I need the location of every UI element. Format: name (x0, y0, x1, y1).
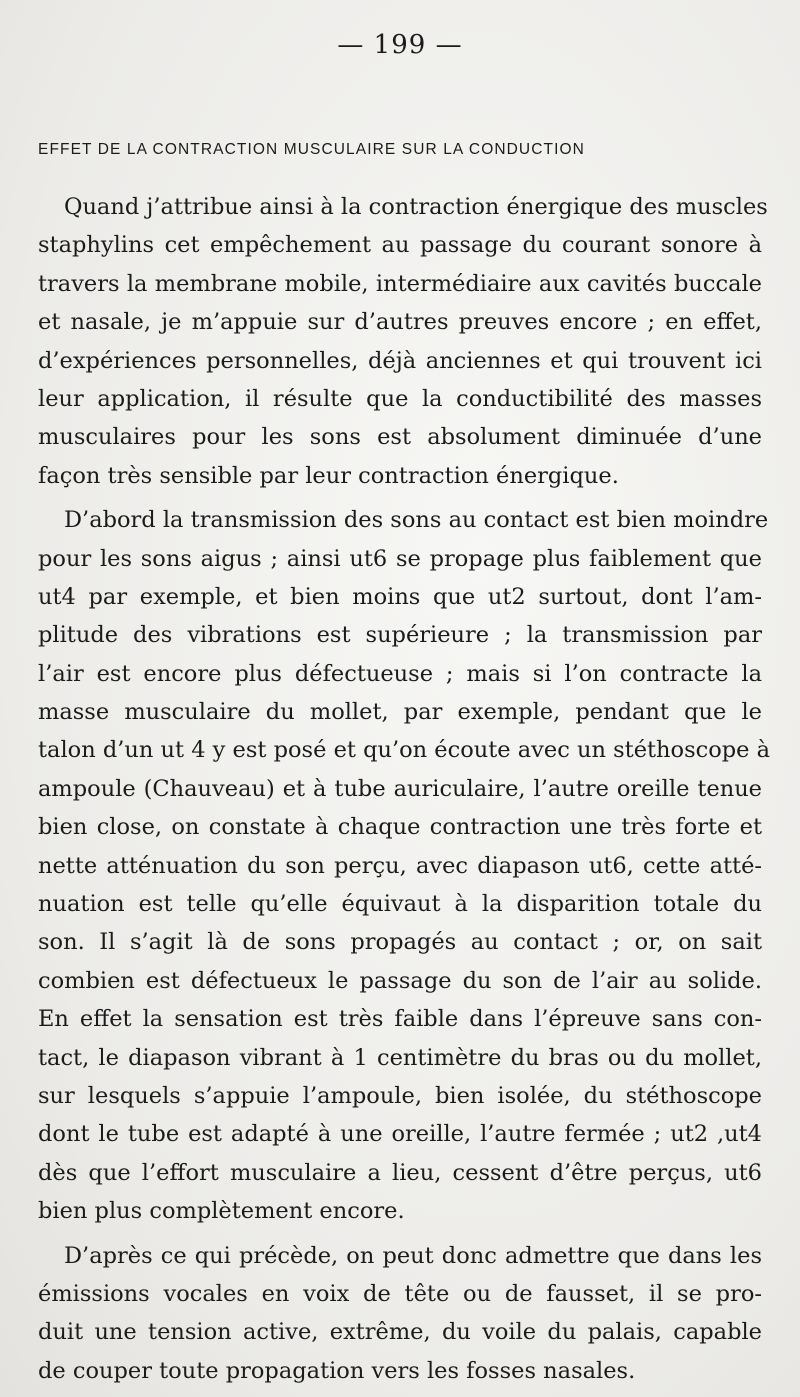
text-line: masse musculaire du mollet, par exemple, pendant que le (38, 699, 762, 726)
text-line: tact, le diapason vibrant à 1 centimètre du bras ou du mollet, (38, 1044, 762, 1071)
text-line: D’abord la transmission des sons au contact est bien moindre (64, 507, 769, 534)
text-line: émissions vocales en voix de tête ou de fausset, il se pro- (38, 1280, 762, 1307)
text-line: d’expériences personnelles, déjà anciennes et qui trouvent ici (38, 347, 762, 374)
text-line: et nasale, je m’appuie sur d’autres preuves encore ; en effet, (38, 309, 762, 336)
text-line: l’air est encore plus défectueuse ; mais si l’on contracte la (38, 660, 762, 687)
text-line: plitude des vibrations est supérieure ; la transmission par (38, 622, 762, 649)
paragraph-3 (38, 1237, 762, 1391)
text-line: nette atténuation du son perçu, avec diapason ut6, cette atté- (38, 852, 762, 879)
page-number: — 199 — (337, 30, 463, 60)
text-line: En effet la sensation est très faible dans l’épreuve sans con- (38, 1006, 762, 1033)
text-line: pour les sons aigus ; ainsi ut6 se propage plus faiblement que (38, 545, 762, 572)
text-line: travers la membrane mobile, intermédiaire aux cavités buccale (38, 270, 762, 297)
text-line: bien plus complètement encore. (38, 1198, 405, 1225)
text-line: duit une tension active, extrême, du voile du palais, capable (38, 1319, 762, 1346)
section-heading: EFFET DE LA CONTRACTION MUSCULAIRE SUR LA CONDUCTION (38, 141, 585, 158)
text-line: de couper toute propagation vers les fosses nasales. (38, 1357, 636, 1384)
text-line: staphylins cet empêchement au passage du courant sonore à (38, 232, 762, 259)
text-line: talon d’un ut 4 y est posé et qu’on écoute avec un stéthoscope à (38, 737, 771, 764)
text-line: Quand j’attribue ainsi à la contraction énergique des muscles (64, 194, 768, 220)
paragraph-2 (38, 501, 771, 1230)
text-line: ut4 par exemple, et bien moins que ut2 surtout, dont l’am- (38, 583, 762, 610)
text-line: dont le tube est adapté à une oreille, l’autre fermée ; ut2 ,ut4 (38, 1121, 762, 1148)
text-line: combien est défectueux le passage du son de l’air au solide. (38, 967, 762, 994)
text-line: musculaires pour les sons est absolument diminuée d’une (38, 424, 762, 451)
text-line: son. Il s’agit là de sons propagés au contact ; or, on sait (38, 929, 762, 956)
text-line: D’après ce qui précède, on peut donc admettre que dans les (64, 1242, 762, 1269)
text-line: bien close, on constate à chaque contraction une très forte et (38, 814, 762, 841)
text-line: façon très sensible par leur contraction énergique. (38, 462, 619, 489)
text-line: leur application, il résulte que la conductibilité des masses (38, 385, 762, 412)
text-line: nuation est telle qu’elle équivaut à la disparition totale du (38, 891, 762, 918)
body-text (38, 188, 771, 1390)
text-line: ampoule (Chauveau) et à tube auriculaire, l’autre oreille tenue (38, 775, 762, 802)
text-line: dès que l’effort musculaire a lieu, cessent d’être perçus, ut6 (38, 1159, 762, 1186)
paragraph-1 (38, 188, 768, 495)
text-line: sur lesquels s’appuie l’ampoule, bien isolée, du stéthoscope (38, 1082, 762, 1109)
